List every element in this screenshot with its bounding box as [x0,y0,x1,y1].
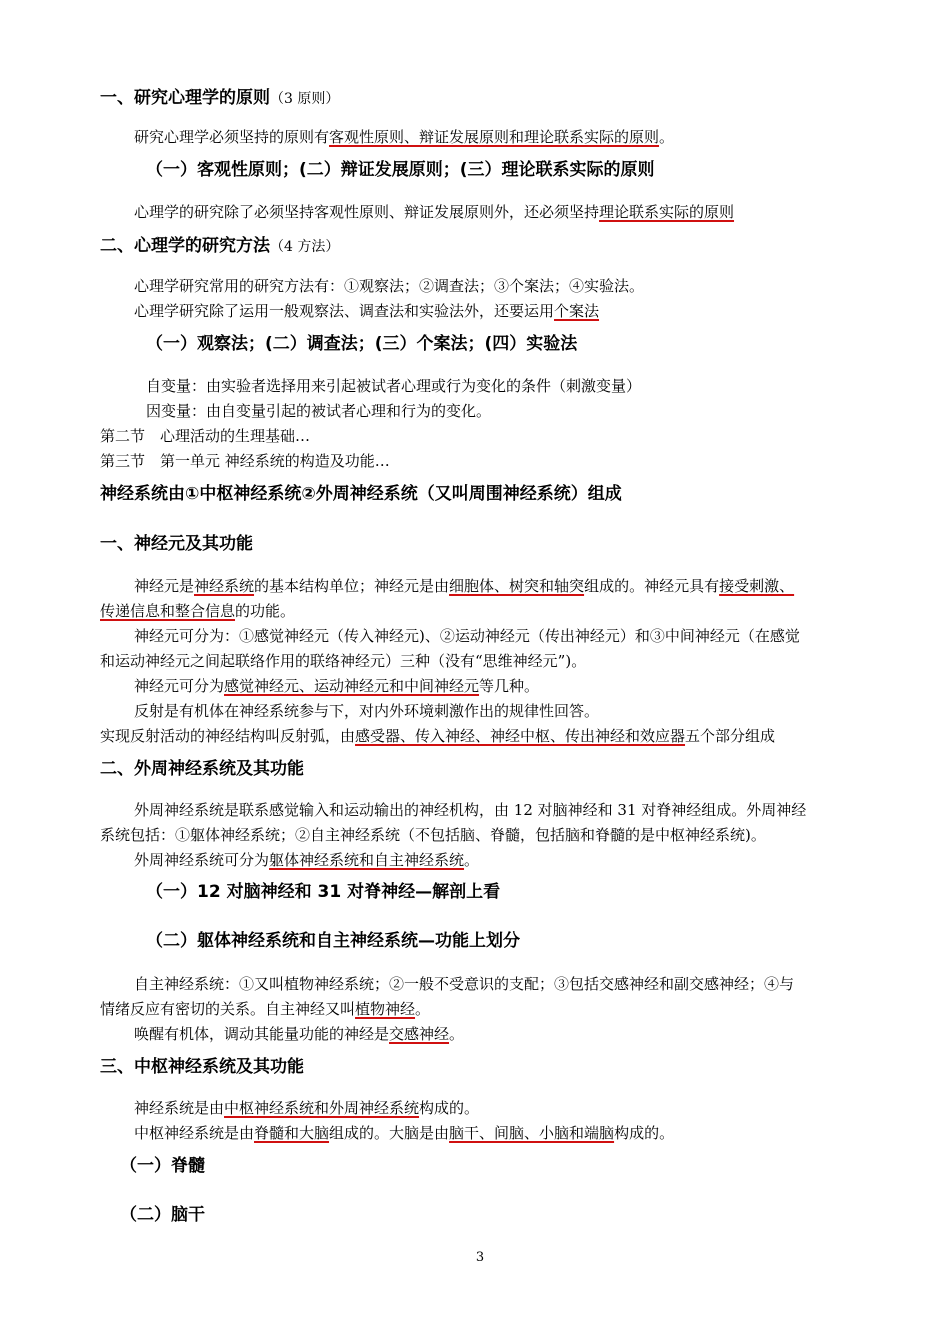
text: 构成的。 [419,1099,480,1117]
paragraph [134,1123,674,1143]
underlined-text: 感觉神经元、运动神经元和中间神经元 [224,677,480,695]
paragraph [134,676,539,696]
underlined-text: 传递信息和整合信息 [100,602,236,620]
text: 心理学研究除了运用一般观察法、调查法和实验法外，还要运用 [134,302,555,320]
heading-note: （3 原则） [270,91,340,107]
text: 中枢神经系统是由 [134,1124,255,1142]
underlined-text: 脊髓和大脑 [254,1124,330,1142]
paragraph: 神经元可分为：①感觉神经元（传入神经元)、②运动神经元（传出神经元）和③中间神经元（在感觉 [134,627,800,645]
text: 。 [415,1000,431,1018]
text: 的基本结构单位；神经元是由 [254,577,450,595]
text: 外周神经系统可分为 [134,851,270,869]
section-heading-central: 三、中枢神经系统及其功能 [100,1057,304,1077]
text: 。 [449,1025,465,1043]
bold-statement: 神经系统由①中枢神经系统②外周神经系统（又叫周围神经系统）组成 [100,484,622,504]
text: 五个部分组成 [685,727,776,745]
section-heading-principles [100,88,339,109]
paragraph: 外周神经系统是联系感觉输入和运动输出的神经机构，由 12 对脑神经和 31 对脊神经组成。外周神经 [134,801,807,819]
underlined-text: 个案法 [554,302,600,320]
text: 等几种。 [479,677,540,695]
text: 组成的。神经元具有 [584,577,720,595]
underlined-text: 细胞体、树突和轴突 [449,577,585,595]
paragraph: 自主神经系统：①又叫植物神经系统；②一般不受意识的支配；③包括交感神经和副交感神经；④与 [134,975,795,993]
underlined-text: 躯体神经系统和自主神经系统 [269,851,465,869]
text: 构成的。 [614,1124,675,1142]
paragraph: 第三节 第一单元 神经系统的构造及功能… [100,452,390,470]
subheading: （一）客观性原则；(二）辩证发展原则；(三）理论联系实际的原则 [146,160,655,180]
text: 研究心理学必须坚持的原则有 [134,128,330,146]
text: 心理学的研究除了必须坚持客观性原则、辩证发展原则外，还必须坚持 [134,203,600,221]
underlined-text: 接受刺激、 [719,577,795,595]
underlined-text: 理论联系实际的原则 [599,203,735,221]
subheading: （一）观察法；(二）调查法；(三）个案法；(四）实验法 [146,334,578,354]
page-number: 3 [475,1250,485,1265]
paragraph: 自变量：由实验者选择用来引起被试者心理或行为变化的条件（刺激变量） [146,377,642,395]
paragraph: 系统包括：①躯体神经系统；②自主神经系统（不包括脑、脊髓，包括脑和脊髓的是中枢神经系统)。 [100,826,766,844]
text: 组成的。大脑是由 [329,1124,450,1142]
subheading: （一）12 对脑神经和 31 对脊神经—解剖上看 [146,882,501,902]
paragraph [134,127,674,147]
text: 神经系统是由 [134,1099,225,1117]
subheading: （二）躯体神经系统和自主神经系统—功能上划分 [146,931,520,951]
text: 神经元是 [134,577,195,595]
paragraph [134,202,734,222]
section-heading-methods [100,236,339,257]
heading-text: 一、研究心理学的原则 [100,88,270,108]
section-heading-neuron: 一、神经元及其功能 [100,534,253,554]
text: 的功能。 [235,602,296,620]
paragraph [134,576,794,596]
text: 。 [464,851,480,869]
section-heading-peripheral: 二、外周神经系统及其功能 [100,759,304,779]
underlined-text: 客观性原则、辩证发展原则和理论联系实际的原则 [329,128,660,146]
heading-text: 二、心理学的研究方法 [100,236,270,256]
paragraph: 心理学研究常用的研究方法有：①观察法；②调查法；③个案法；④实验法。 [134,277,645,295]
paragraph [100,999,430,1019]
paragraph: 第二节 心理活动的生理基础… [100,427,311,445]
paragraph [134,301,599,321]
underlined-text: 感受器、传入神经、神经中枢、传出神经和效应器 [355,727,686,745]
text: 唤醒有机体，调动其能量功能的神经是 [134,1025,390,1043]
paragraph [134,1098,479,1118]
paragraph [134,850,479,870]
paragraph: 因变量：由自变量引起的被试者心理和行为的变化。 [146,402,492,420]
text: 情绪反应有密切的关系。自主神经又叫 [100,1000,356,1018]
subheading: （二）脑干 [120,1205,205,1225]
text: 。 [659,128,675,146]
text: 神经元可分为 [134,677,225,695]
paragraph: 和运动神经元之间起联络作用的联络神经元）三种（没有“思维神经元”)。 [100,652,587,670]
underlined-text: 中枢神经系统和外周神经系统 [224,1099,420,1117]
underlined-text: 神经系统 [194,577,255,595]
underlined-text: 脑干、间脑、小脑和端脑 [449,1124,615,1142]
paragraph: 反射是有机体在神经系统参与下，对内外环境刺激作出的规律性回答。 [134,702,600,720]
paragraph [100,601,295,621]
paragraph [134,1024,464,1044]
underlined-text: 植物神经 [355,1000,416,1018]
subheading: （一）脊髓 [120,1156,205,1176]
underlined-text: 交感神经 [389,1025,450,1043]
heading-note: （4 方法） [270,239,340,255]
paragraph [100,726,775,746]
text: 实现反射活动的神经结构叫反射弧，由 [100,727,356,745]
